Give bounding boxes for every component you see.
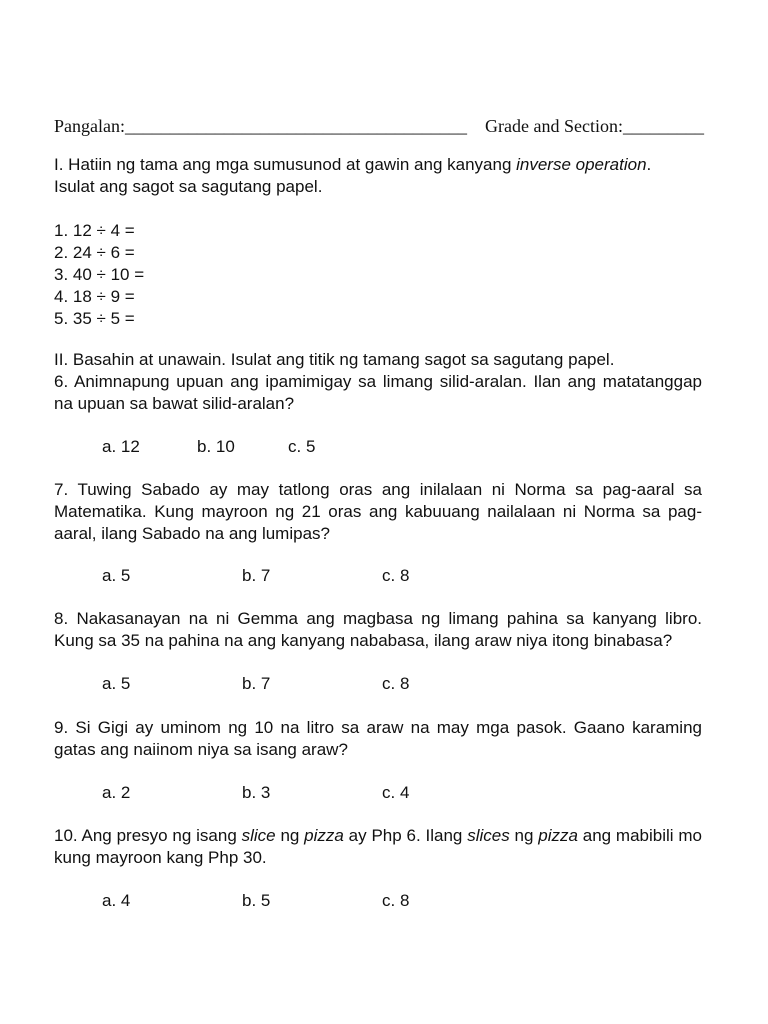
grade-section-field: Grade and Section:_________ bbox=[485, 116, 704, 136]
question-7: 7. Tuwing Sabado ay may tatlong oras ang inilalaan ni Norma sa pag-aaral sa Matematika. Kung mayroon ng 21 oras ang kabuuang nailalaan ni Norma sa pag-aaral, ilang Sabado na ang lumipas? bbox=[54, 480, 702, 543]
division-item: 2. 24 ÷ 6 = bbox=[54, 243, 135, 262]
part1-instruction bbox=[54, 154, 702, 198]
choice-b: b. 10 bbox=[197, 437, 235, 456]
division-item: 5. 35 ÷ 5 = bbox=[54, 309, 135, 328]
choice-b: b. 5 bbox=[242, 891, 271, 910]
division-items bbox=[54, 220, 702, 330]
question-9: 9. Si Gigi ay uminom ng 10 na litro sa araw na may mga pasok. Gaano karaming gatas ang naiinom niya sa isang araw? bbox=[54, 718, 702, 759]
division-item: 3. 40 ÷ 10 = bbox=[54, 265, 145, 284]
choice-a: a. 4 bbox=[102, 891, 131, 910]
choice-c: c. 5 bbox=[288, 437, 316, 456]
question-9-choices bbox=[102, 782, 502, 804]
choice-a: a. 5 bbox=[102, 674, 131, 693]
division-item: 4. 18 ÷ 9 = bbox=[54, 287, 135, 306]
question-6-choices bbox=[102, 436, 502, 458]
question-8-choices bbox=[102, 673, 502, 695]
choice-a: a. 2 bbox=[102, 783, 131, 802]
choice-b: b. 3 bbox=[242, 783, 271, 802]
choice-c: c. 8 bbox=[382, 566, 410, 585]
question-10-choices bbox=[102, 890, 502, 912]
choice-c: c. 8 bbox=[382, 674, 410, 693]
question-7-choices bbox=[102, 565, 502, 587]
choice-b: b. 7 bbox=[242, 674, 271, 693]
choice-c: c. 8 bbox=[382, 891, 410, 910]
question-6: 6. Animnapung upuan ang ipamimigay sa limang silid-aralan. Ilan ang matatanggap na upuan sa bawat silid-aralan? bbox=[54, 372, 702, 413]
question-10: 10. Ang presyo ng isang slice ng pizza ay Php 6. Ilang slices ng pizza ang mabibili mo kung mayroon kang Php 30. bbox=[54, 826, 702, 867]
division-item: 1. 12 ÷ 4 = bbox=[54, 221, 135, 240]
name-field: Pangalan:______________________________________ bbox=[54, 116, 467, 136]
part1-instruction-line1: I. Hatiin ng tama ang mga sumusunod at gawin ang kanyang inverse operation. bbox=[54, 155, 652, 174]
part1-instruction-line2: Isulat ang sagot sa sagutang papel. bbox=[54, 177, 323, 196]
worksheet-header bbox=[54, 116, 704, 137]
choice-c: c. 4 bbox=[382, 783, 410, 802]
choice-b: b. 7 bbox=[242, 566, 271, 585]
choice-a: a. 12 bbox=[102, 437, 140, 456]
choice-a: a. 5 bbox=[102, 566, 131, 585]
part2-instruction: II. Basahin at unawain. Isulat ang titik ng tamang sagot sa sagutang papel. bbox=[54, 350, 615, 369]
question-8: 8. Nakasanayan na ni Gemma ang magbasa ng limang pahina sa kanyang libro. Kung sa 35 na pahina na ang kanyang nababasa, ilang araw niya itong binabasa? bbox=[54, 609, 702, 650]
